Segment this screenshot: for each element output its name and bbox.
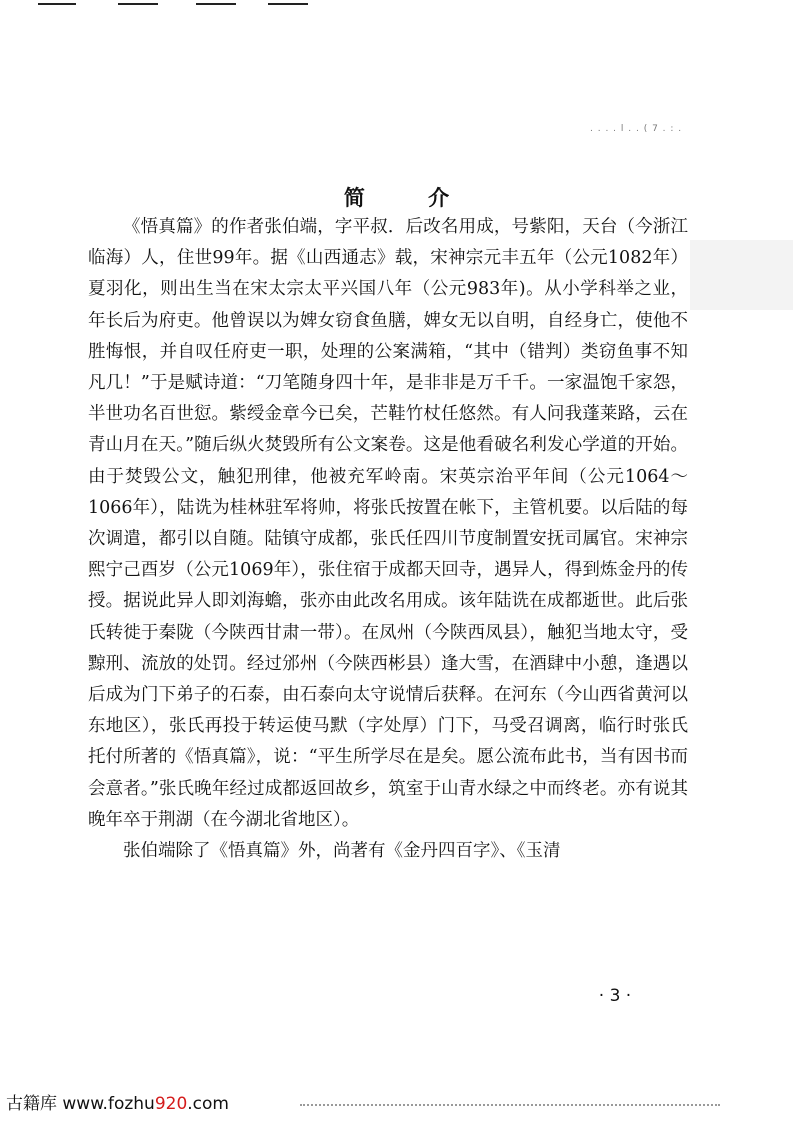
page-title: 简 介 [343,186,478,211]
top-scan-rule [38,3,76,5]
top-scan-rule [118,3,158,5]
top-scan-rule [196,3,236,5]
paragraph: 张伯端除了《悟真篇》外，尚著有《金丹四百字》、《玉清 [123,841,561,862]
scan-shade [690,240,793,310]
watermark-suffix: .com [187,1094,229,1114]
watermark-accent: 920 [154,1094,188,1114]
top-scan-rule [268,3,308,5]
watermark-prefix: 古籍库 www.fozhu [6,1094,155,1114]
scan-noise [300,1104,720,1108]
body-text [88,212,688,867]
running-head: . . . . l . . ( 7 . : . [590,124,683,134]
watermark [6,1089,229,1114]
page-number: · 3 · [598,986,632,1006]
paragraph: 《悟真篇》的作者张伯端，字平叔．后改名用成，号紫阳，天台（今浙江临海）人，住世99年。据《山西通志》载，宋神宗元丰五年（公元1082年）夏羽化，则出生当在宋太宗太平兴国八年（公元983年)。从小学科举之业，年长后为府吏。他曾误以为婢女窃食鱼膳，婢女无以自明，自经身亡，使他不胜悔恨，并自叹任府吏一职，处理的公案满箱，“其中（错判）类窃鱼事不知凡几！”于是赋诗道：“刀笔随身四十年，是非非是万千千。一家温饱千家怨，半世功名百世愆。紫绶金章今已矣，芒鞋竹杖任悠然。有人问我蓬莱路，云在青山月在天。”随后纵火焚毁所有公文案卷。这是他看破名利发心学道的开始。由于焚毁公文，触犯刑律，他被充军岭南。宋英宗治平年间（公元1064～1066年），陆诜为桂林驻军将帅，将张氏按置在帐下，主管机要。以后陆的每次调遣，都引以自随。陆镇守成都，张氏任四川节度制置安抚司属官。宋神宗熙宁己酉岁（公元1069年），张住宿于成都天回寺，遇异人，得到炼金丹的传授。据说此异人即刘海蟾，张亦由此改名用成。该年陆诜在成都逝世。此后张氏转徙于秦陇（今陕西甘肃一带）。在凤州（今陕西凤县），触犯当地太守，受黥刑、流放的处罚。经过邠州（今陕西彬县）逢大雪，在酒肆中小憩，逢遇以后成为门下弟子的石泰，由石泰向太守说情后获释。在河东（今山西省黄河以东地区），张氏再投于转运使马默（字处厚）门下，马受召调离，临行时张氏托付所著的《悟真篇》，说：“平生所学尽在是矣。愿公流布此书，当有因书而会意者。”张氏晚年经过成都返回故乡，筑室于山青水绿之中而终老。亦有说其晚年卒于荆湖（在今湖北省地区）。 [88,217,688,830]
